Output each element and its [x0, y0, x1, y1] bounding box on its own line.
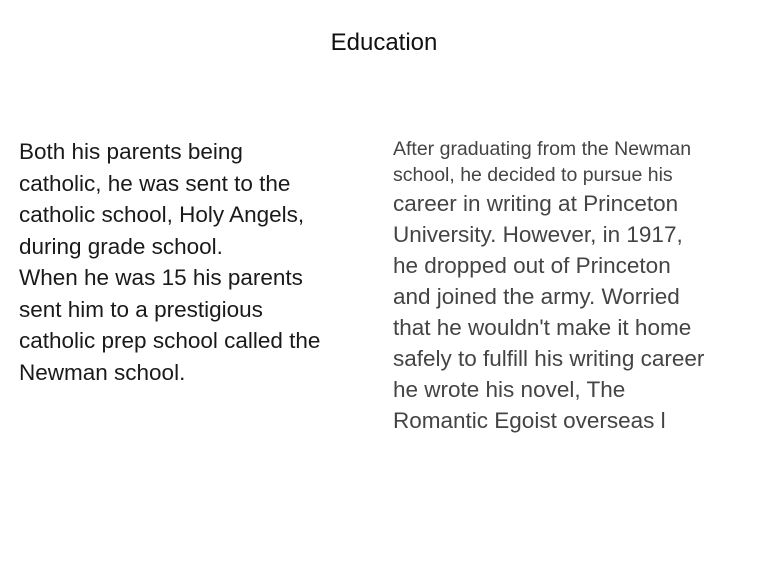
right-text-block [393, 136, 763, 436]
left-text-line: Both his parents being [19, 139, 243, 164]
left-text-block [19, 136, 379, 388]
left-text-line: sent him to a prestigious [19, 296, 263, 322]
left-text-line: catholic, he was sent to the [19, 170, 291, 196]
right-text-line: Romantic Egoist overseas l [393, 408, 666, 433]
right-text-line: and joined the army. Worried [393, 284, 680, 309]
right-text-line: he wrote his novel, The [393, 377, 626, 402]
left-text-line: catholic school, Holy Angels, [19, 202, 305, 227]
left-text-line: during grade school. [19, 233, 223, 259]
right-text-line: University. However, in 1917, [393, 222, 683, 247]
right-text-line: career in writing at Princeton [393, 191, 679, 216]
right-text-line: safely to fulfill his writing career [393, 346, 705, 371]
right-text-line: he dropped out of Princeton [393, 253, 671, 278]
right-text-line: that he wouldn't make it home [393, 315, 692, 340]
left-text-line: Newman school. [19, 359, 186, 385]
right-text-line-small: After graduating from the Newman [393, 138, 692, 160]
left-text-line: catholic prep school called the [19, 328, 321, 353]
left-text-line: When he was 15 his parents [19, 265, 303, 290]
right-text-line-small: school, he decided to pursue his [393, 164, 673, 186]
slide-title: Education [330, 29, 438, 56]
